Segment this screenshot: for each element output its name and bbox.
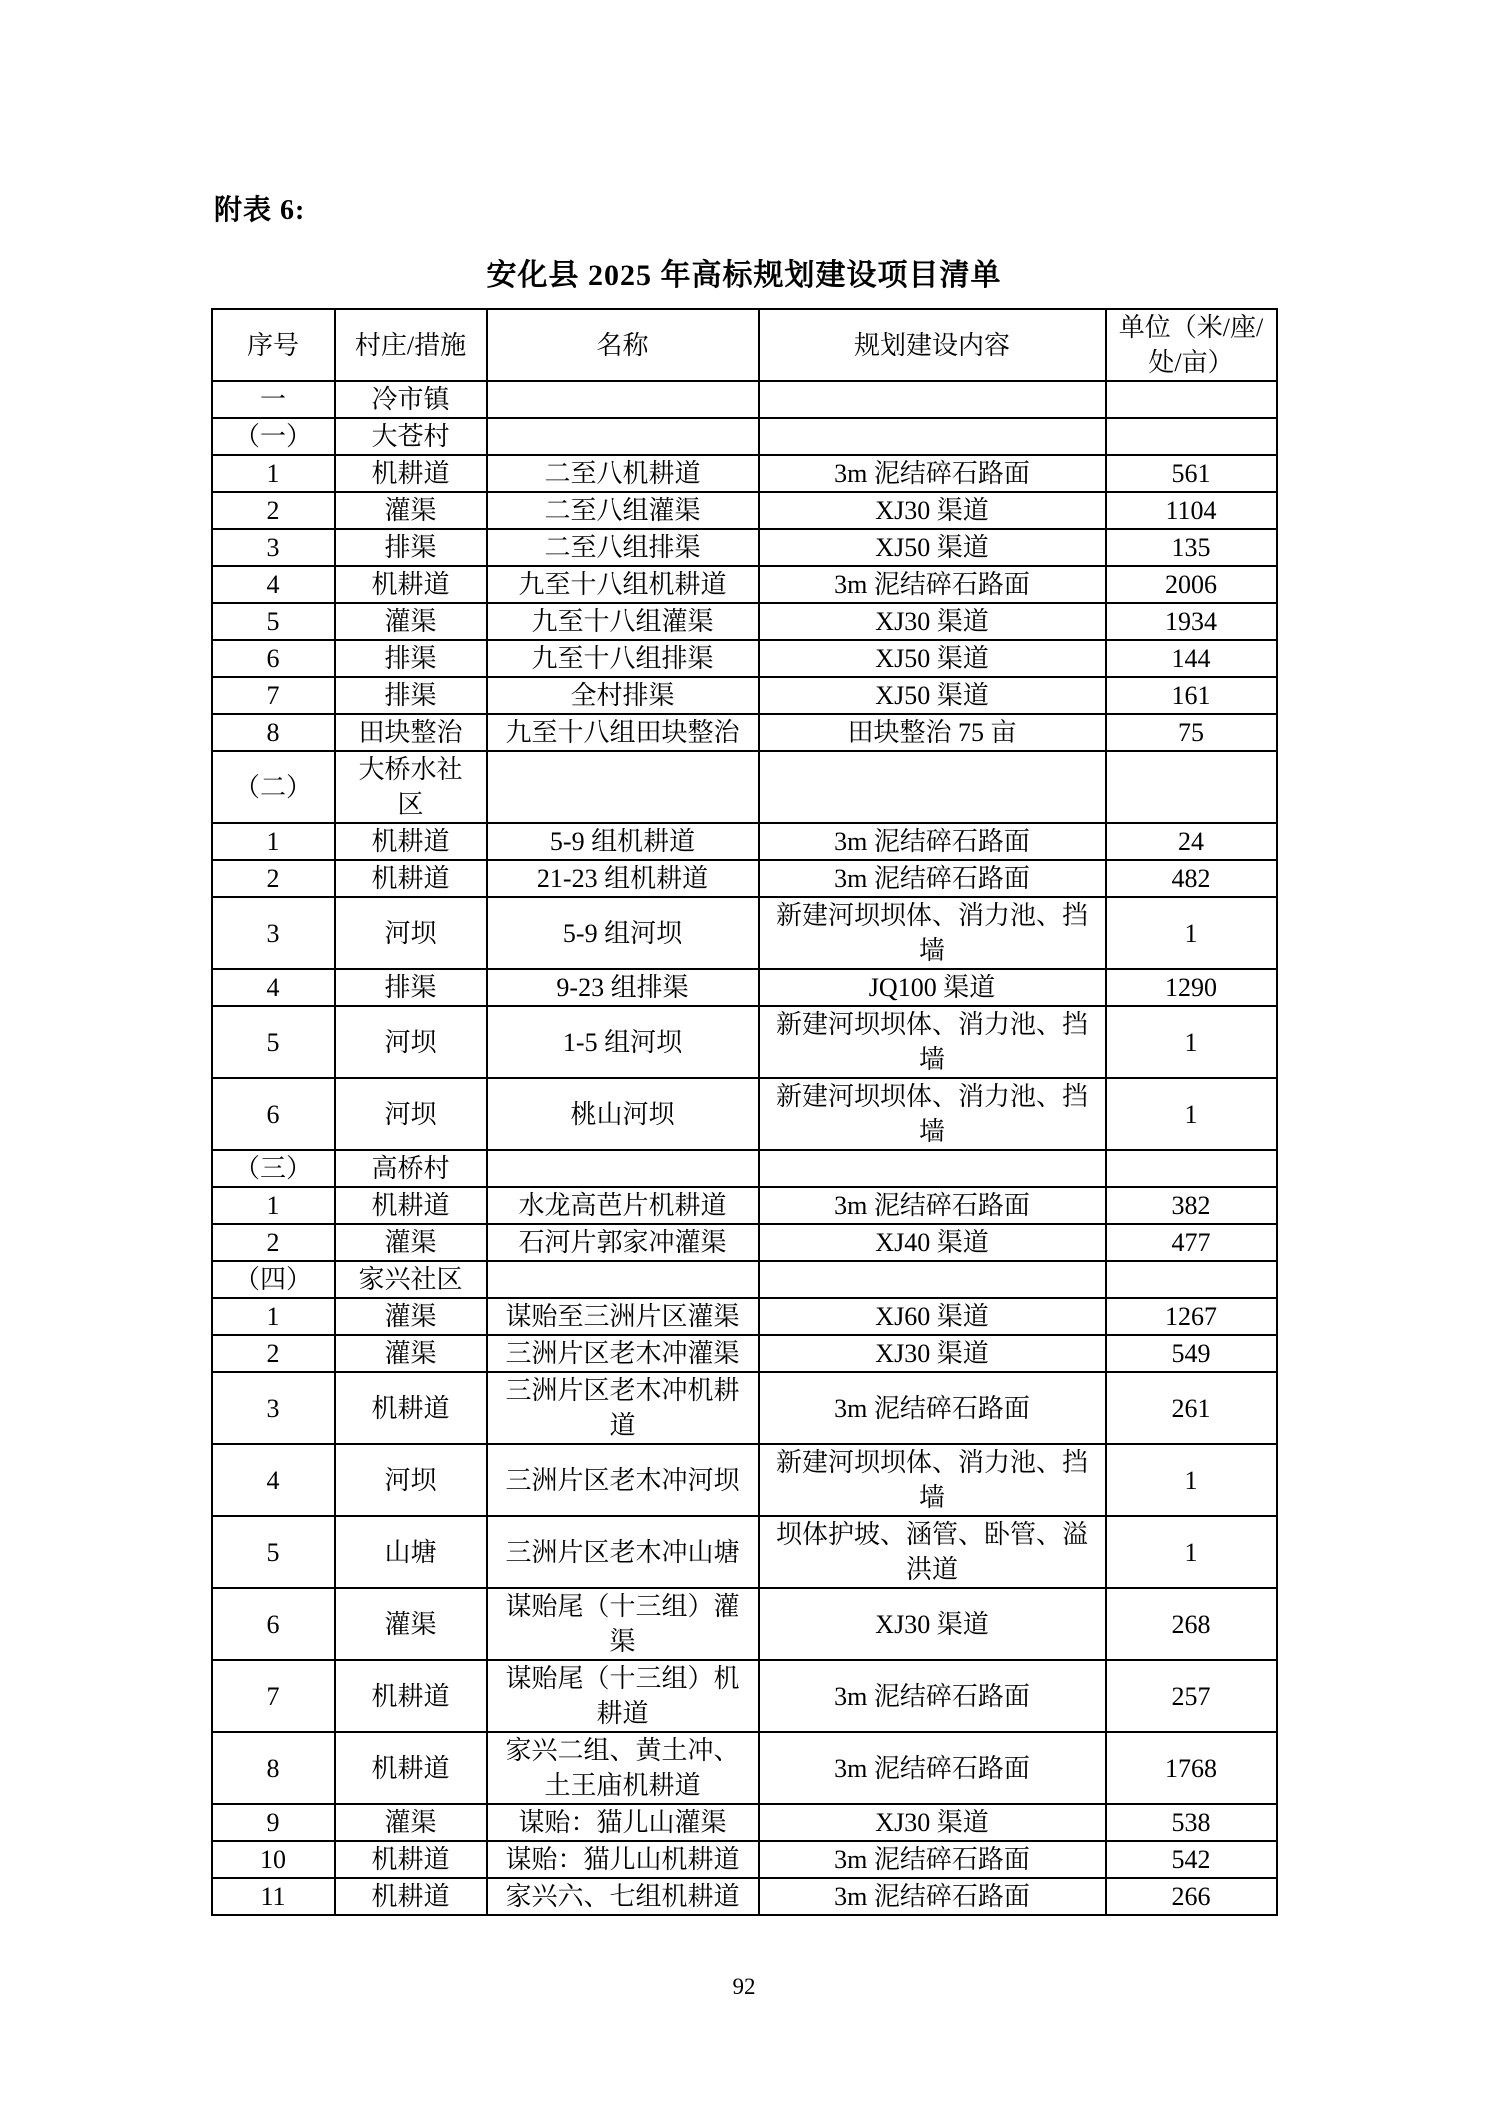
row-construction-content: 3m 泥结碎石路面 <box>759 1187 1106 1224</box>
table-row <box>212 1335 1277 1372</box>
table-row <box>212 1804 1277 1841</box>
row-unit-value: 549 <box>1106 1335 1277 1372</box>
row-name: 二至八组排渠 <box>487 529 759 566</box>
row-unit-value: 268 <box>1106 1588 1277 1660</box>
table-row <box>212 529 1277 566</box>
row-unit-value: 538 <box>1106 1804 1277 1841</box>
row-name: 三洲片区老木冲河坝 <box>487 1444 759 1516</box>
row-construction-content: XJ50 渠道 <box>759 677 1106 714</box>
row-name <box>487 1261 759 1298</box>
row-unit-value: 261 <box>1106 1372 1277 1444</box>
row-serial-number: 2 <box>212 1335 335 1372</box>
row-construction-content: 3m 泥结碎石路面 <box>759 823 1106 860</box>
table-row <box>212 566 1277 603</box>
table-row <box>212 492 1277 529</box>
row-village-measure: 排渠 <box>335 529 487 566</box>
row-village-measure: 家兴社区 <box>335 1261 487 1298</box>
row-serial-number: 8 <box>212 1732 335 1804</box>
row-serial-number: 9 <box>212 1804 335 1841</box>
table-row <box>212 1841 1277 1878</box>
row-name: 水龙高芭片机耕道 <box>487 1187 759 1224</box>
table-row <box>212 751 1277 823</box>
row-unit-value: 135 <box>1106 529 1277 566</box>
table-row <box>212 1878 1277 1915</box>
row-name: 1-5 组河坝 <box>487 1006 759 1078</box>
row-serial-number: 1 <box>212 823 335 860</box>
table-header <box>212 309 1277 381</box>
row-village-measure: 冷市镇 <box>335 381 487 418</box>
row-unit-value <box>1106 1261 1277 1298</box>
row-serial-number: 2 <box>212 492 335 529</box>
row-serial-number: 一 <box>212 381 335 418</box>
table-row <box>212 823 1277 860</box>
row-name: 九至十八组机耕道 <box>487 566 759 603</box>
row-village-measure: 排渠 <box>335 969 487 1006</box>
row-serial-number: 4 <box>212 969 335 1006</box>
row-construction-content <box>759 381 1106 418</box>
row-serial-number: 3 <box>212 1372 335 1444</box>
row-unit-value: 1768 <box>1106 1732 1277 1804</box>
row-construction-content: 3m 泥结碎石路面 <box>759 566 1106 603</box>
row-unit-value: 24 <box>1106 823 1277 860</box>
table-row <box>212 1588 1277 1660</box>
row-unit-value: 542 <box>1106 1841 1277 1878</box>
row-construction-content <box>759 751 1106 823</box>
page-number: 92 <box>732 1974 756 1999</box>
row-construction-content: 3m 泥结碎石路面 <box>759 1841 1106 1878</box>
table-row <box>212 677 1277 714</box>
row-village-measure: 机耕道 <box>335 566 487 603</box>
table-row <box>212 897 1277 969</box>
row-serial-number: 3 <box>212 529 335 566</box>
row-construction-content: XJ30 渠道 <box>759 1588 1106 1660</box>
table-row <box>212 381 1277 418</box>
row-unit-value <box>1106 381 1277 418</box>
page-title: 安化县 2025 年高标规划建设项目清单 <box>486 259 1002 292</box>
row-unit-value: 1 <box>1106 1444 1277 1516</box>
row-unit-value <box>1106 1150 1277 1187</box>
table-body <box>212 381 1277 1915</box>
row-village-measure: 机耕道 <box>335 1187 487 1224</box>
row-unit-value: 2006 <box>1106 566 1277 603</box>
row-serial-number: 8 <box>212 714 335 751</box>
row-name <box>487 381 759 418</box>
row-name: 谋贻尾（十三组）灌渠 <box>487 1588 759 1660</box>
annex-label: 附表 6: <box>214 195 306 226</box>
row-unit-value: 482 <box>1106 860 1277 897</box>
row-serial-number: 1 <box>212 1187 335 1224</box>
row-name: 二至八机耕道 <box>487 455 759 492</box>
header-construction-content: 规划建设内容 <box>759 309 1106 381</box>
row-construction-content: 3m 泥结碎石路面 <box>759 1660 1106 1732</box>
row-serial-number: （二） <box>212 751 335 823</box>
row-village-measure: 田块整治 <box>335 714 487 751</box>
table-row <box>212 455 1277 492</box>
row-construction-content: XJ50 渠道 <box>759 640 1106 677</box>
row-serial-number: 2 <box>212 860 335 897</box>
row-name: 全村排渠 <box>487 677 759 714</box>
row-construction-content: 3m 泥结碎石路面 <box>759 455 1106 492</box>
row-construction-content: 新建河坝坝体、消力池、挡墙 <box>759 1444 1106 1516</box>
row-name: 桃山河坝 <box>487 1078 759 1150</box>
row-name <box>487 751 759 823</box>
row-village-measure: 机耕道 <box>335 1841 487 1878</box>
row-village-measure: 排渠 <box>335 640 487 677</box>
row-unit-value: 1 <box>1106 1078 1277 1150</box>
row-unit-value: 1934 <box>1106 603 1277 640</box>
row-village-measure: 大苍村 <box>335 418 487 455</box>
table-row <box>212 1298 1277 1335</box>
row-construction-content: 坝体护坡、涵管、卧管、溢洪道 <box>759 1516 1106 1588</box>
row-construction-content: 新建河坝坝体、消力池、挡墙 <box>759 1078 1106 1150</box>
row-village-measure: 机耕道 <box>335 1732 487 1804</box>
row-construction-content: XJ30 渠道 <box>759 1804 1106 1841</box>
row-name: 9-23 组排渠 <box>487 969 759 1006</box>
row-name: 三洲片区老木冲灌渠 <box>487 1335 759 1372</box>
row-serial-number: 4 <box>212 1444 335 1516</box>
row-serial-number: 5 <box>212 1516 335 1588</box>
row-unit-value: 477 <box>1106 1224 1277 1261</box>
row-village-measure: 河坝 <box>335 1006 487 1078</box>
row-unit-value: 561 <box>1106 455 1277 492</box>
row-serial-number: 1 <box>212 455 335 492</box>
row-name: 九至十八组灌渠 <box>487 603 759 640</box>
row-village-measure: 河坝 <box>335 897 487 969</box>
row-name: 谋贻：猫儿山灌渠 <box>487 1804 759 1841</box>
table-row <box>212 1261 1277 1298</box>
row-name: 石河片郭家冲灌渠 <box>487 1224 759 1261</box>
row-name: 家兴二组、黄土冲、土王庙机耕道 <box>487 1732 759 1804</box>
table-row <box>212 1516 1277 1588</box>
row-village-measure: 排渠 <box>335 677 487 714</box>
row-construction-content: 新建河坝坝体、消力池、挡墙 <box>759 1006 1106 1078</box>
row-village-measure: 高桥村 <box>335 1150 487 1187</box>
table-row <box>212 860 1277 897</box>
row-village-measure: 河坝 <box>335 1078 487 1150</box>
row-village-measure: 机耕道 <box>335 1372 487 1444</box>
row-name: 九至十八组田块整治 <box>487 714 759 751</box>
row-name: 二至八组灌渠 <box>487 492 759 529</box>
table-row <box>212 1732 1277 1804</box>
row-construction-content <box>759 1150 1106 1187</box>
row-village-measure: 机耕道 <box>335 823 487 860</box>
table-row <box>212 1006 1277 1078</box>
row-unit-value: 75 <box>1106 714 1277 751</box>
row-village-measure: 机耕道 <box>335 860 487 897</box>
row-serial-number: 7 <box>212 1660 335 1732</box>
row-name: 5-9 组河坝 <box>487 897 759 969</box>
row-construction-content: 3m 泥结碎石路面 <box>759 860 1106 897</box>
row-village-measure: 河坝 <box>335 1444 487 1516</box>
header-unit: 单位（米/座/处/亩） <box>1106 309 1277 381</box>
table-row <box>212 418 1277 455</box>
row-construction-content: 田块整治 75 亩 <box>759 714 1106 751</box>
row-serial-number: 2 <box>212 1224 335 1261</box>
row-name: 三洲片区老木冲机耕道 <box>487 1372 759 1444</box>
row-unit-value: 382 <box>1106 1187 1277 1224</box>
row-construction-content: 3m 泥结碎石路面 <box>759 1732 1106 1804</box>
row-name: 谋贻：猫儿山机耕道 <box>487 1841 759 1878</box>
project-list-table <box>211 308 1278 1916</box>
row-name: 九至十八组排渠 <box>487 640 759 677</box>
row-village-measure: 灌渠 <box>335 1804 487 1841</box>
row-construction-content: 新建河坝坝体、消力池、挡墙 <box>759 897 1106 969</box>
row-serial-number: 7 <box>212 677 335 714</box>
row-unit-value: 257 <box>1106 1660 1277 1732</box>
row-unit-value: 1 <box>1106 1516 1277 1588</box>
row-serial-number: 10 <box>212 1841 335 1878</box>
table-row <box>212 1444 1277 1516</box>
row-unit-value: 161 <box>1106 677 1277 714</box>
row-construction-content <box>759 1261 1106 1298</box>
row-construction-content: 3m 泥结碎石路面 <box>759 1372 1106 1444</box>
row-serial-number: （四） <box>212 1261 335 1298</box>
row-serial-number: 6 <box>212 640 335 677</box>
row-name: 5-9 组机耕道 <box>487 823 759 860</box>
row-name: 谋贻至三洲片区灌渠 <box>487 1298 759 1335</box>
row-unit-value <box>1106 751 1277 823</box>
row-name <box>487 1150 759 1187</box>
header-name: 名称 <box>487 309 759 381</box>
table-row <box>212 1372 1277 1444</box>
table-row <box>212 714 1277 751</box>
row-village-measure: 灌渠 <box>335 1335 487 1372</box>
row-construction-content: XJ30 渠道 <box>759 603 1106 640</box>
row-unit-value: 1 <box>1106 1006 1277 1078</box>
row-village-measure: 灌渠 <box>335 492 487 529</box>
row-serial-number: （三） <box>212 1150 335 1187</box>
row-serial-number: 3 <box>212 897 335 969</box>
row-village-measure: 机耕道 <box>335 1878 487 1915</box>
row-construction-content: XJ30 渠道 <box>759 1335 1106 1372</box>
table-row <box>212 1660 1277 1732</box>
row-village-measure: 山塘 <box>335 1516 487 1588</box>
row-unit-value: 1 <box>1106 897 1277 969</box>
row-construction-content <box>759 418 1106 455</box>
row-construction-content: JQ100 渠道 <box>759 969 1106 1006</box>
row-serial-number: （一） <box>212 418 335 455</box>
row-serial-number: 5 <box>212 1006 335 1078</box>
row-name: 家兴六、七组机耕道 <box>487 1878 759 1915</box>
row-name: 三洲片区老木冲山塘 <box>487 1516 759 1588</box>
table-row <box>212 640 1277 677</box>
row-serial-number: 1 <box>212 1298 335 1335</box>
row-village-measure: 灌渠 <box>335 1298 487 1335</box>
table-row <box>212 1150 1277 1187</box>
header-serial-number: 序号 <box>212 309 335 381</box>
row-construction-content: XJ60 渠道 <box>759 1298 1106 1335</box>
row-construction-content: XJ50 渠道 <box>759 529 1106 566</box>
table-row <box>212 1224 1277 1261</box>
table-row <box>212 1187 1277 1224</box>
row-serial-number: 6 <box>212 1078 335 1150</box>
row-unit-value: 1104 <box>1106 492 1277 529</box>
table-row <box>212 1078 1277 1150</box>
row-serial-number: 6 <box>212 1588 335 1660</box>
row-name: 谋贻尾（十三组）机耕道 <box>487 1660 759 1732</box>
table-row <box>212 969 1277 1006</box>
row-village-measure: 大桥水社区 <box>335 751 487 823</box>
header-row <box>212 309 1277 381</box>
row-construction-content: XJ40 渠道 <box>759 1224 1106 1261</box>
row-name <box>487 418 759 455</box>
row-unit-value: 1267 <box>1106 1298 1277 1335</box>
row-village-measure: 机耕道 <box>335 1660 487 1732</box>
row-village-measure: 机耕道 <box>335 455 487 492</box>
row-serial-number: 4 <box>212 566 335 603</box>
row-construction-content: 3m 泥结碎石路面 <box>759 1878 1106 1915</box>
row-unit-value <box>1106 418 1277 455</box>
row-village-measure: 灌渠 <box>335 603 487 640</box>
row-village-measure: 灌渠 <box>335 1224 487 1261</box>
header-village-measure: 村庄/措施 <box>335 309 487 381</box>
row-name: 21-23 组机耕道 <box>487 860 759 897</box>
row-construction-content: XJ30 渠道 <box>759 492 1106 529</box>
row-unit-value: 1290 <box>1106 969 1277 1006</box>
table-row <box>212 603 1277 640</box>
row-village-measure: 灌渠 <box>335 1588 487 1660</box>
row-unit-value: 266 <box>1106 1878 1277 1915</box>
row-serial-number: 5 <box>212 603 335 640</box>
row-unit-value: 144 <box>1106 640 1277 677</box>
row-serial-number: 11 <box>212 1878 335 1915</box>
